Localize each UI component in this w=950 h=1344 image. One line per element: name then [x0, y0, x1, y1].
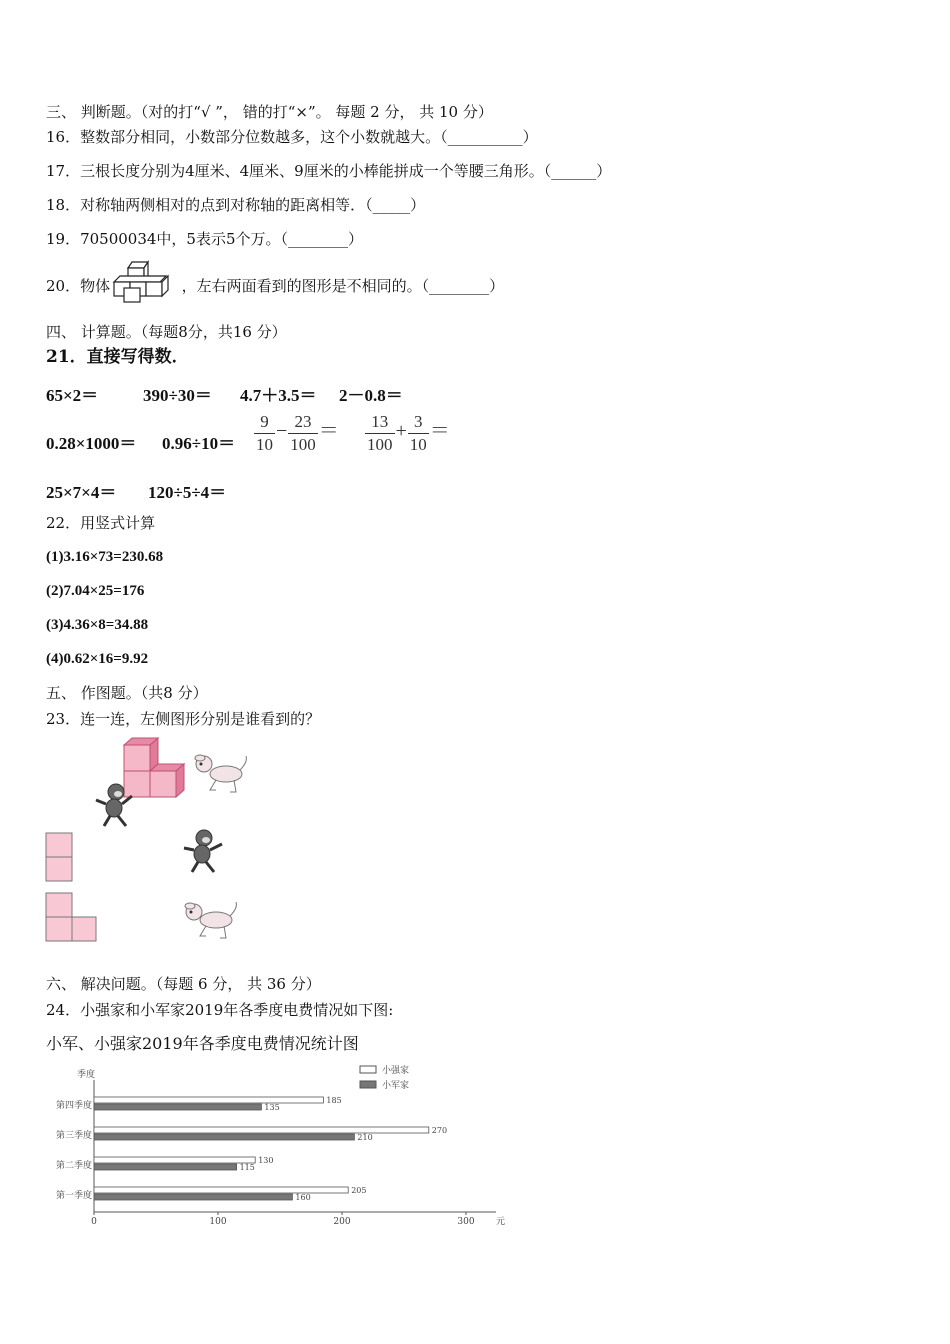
legend-label-xiaoqiang: 小强家 [382, 1066, 410, 1076]
bar-value-label: 205 [351, 1186, 367, 1195]
view-shape-vertical [45, 832, 75, 884]
calc-row1-item2: 390÷30＝ [143, 386, 212, 405]
question-24: 24．小强家和小军家2019年各季度电费情况如下图: [46, 1001, 394, 1019]
monkey-icon [94, 782, 136, 828]
question-19: 19．70500034中，5表示5个万。（________） [46, 230, 364, 248]
chart-title: 小军、小强家2019年各季度电费情况统计图 [46, 1034, 359, 1053]
vertical-calc-2: (2)7.04×25=176 [46, 583, 145, 599]
frac1-num1: 9 [260, 412, 269, 431]
vertical-calc-4: (4)0.62×16=9.92 [46, 651, 149, 667]
x-tick-label: 300 [457, 1217, 475, 1227]
question-17: 17．三根长度分别为4厘米、4厘米、9厘米的小棒能拼成一个等腰三角形。（______） [46, 162, 612, 180]
legend-label-xiaojun: 小军家 [382, 1081, 410, 1091]
category-label: 第二季度 [55, 1161, 92, 1171]
calc-row3-item1: 25×7×4＝ [46, 483, 117, 502]
section3-heading: 三、 判断题。（对的打“√ ”， 错的打“×”。 每题 2 分， 共 10 分） [46, 103, 493, 121]
x-tick-label: 200 [333, 1217, 351, 1227]
cube-object-illustration [110, 260, 180, 306]
frac1-den1: 10 [256, 435, 273, 454]
frac1-num2: 23 [294, 412, 312, 431]
x-tick-label: 100 [209, 1217, 227, 1227]
y-axis-label: 季度 [76, 1070, 96, 1080]
calc-row1-item4: 2－0.8＝ [339, 386, 403, 405]
bar-value-label: 135 [264, 1103, 280, 1112]
frac2-operator: + [395, 420, 407, 443]
question-22: 22．用竖式计算 [46, 514, 156, 532]
category-label: 第一季度 [55, 1191, 92, 1201]
category-label: 第四季度 [55, 1101, 92, 1111]
section6-heading: 六、 解决问题。（每题 6 分， 共 36 分） [46, 975, 321, 993]
calc-row3-item2: 120÷5÷4＝ [148, 483, 227, 502]
legend-swatch-xiaojun [360, 1081, 376, 1088]
calc-row1-item1: 65×2＝ [46, 386, 99, 405]
fraction-expression-2 [365, 411, 451, 456]
question-16: 16．整数部分相同，小数部分位数越多，这个小数就越大。（__________） [46, 128, 538, 146]
calc-row2-item2: 0.96÷10＝ [162, 434, 236, 453]
question-20-prefix: 20．物体 [46, 277, 111, 295]
x-tick-label: 0 [91, 1217, 97, 1227]
bar-value-label: 210 [357, 1133, 373, 1142]
bar-xiaojun [94, 1164, 237, 1170]
frac2-num1: 13 [371, 412, 389, 431]
calc-row1-item3: 4.7＋3.5＝ [240, 386, 317, 405]
frac1-equals: ＝ [318, 420, 339, 443]
frac2-equals: ＝ [429, 420, 450, 443]
question-23: 23．连一连，左侧图形分别是谁看到的？ [46, 710, 321, 728]
bar-value-label: 160 [295, 1193, 311, 1202]
dog-icon [180, 898, 242, 942]
x-axis-unit: 元 [496, 1217, 506, 1227]
bar-value-label: 185 [326, 1096, 342, 1105]
question-21: 21．直接写得数． [46, 347, 189, 367]
vertical-calc-3: (3)4.36×8=34.88 [46, 617, 149, 633]
question-18: 18．对称轴两侧相对的点到对称轴的距离相等．（_____） [46, 196, 426, 214]
bar-xiaoqiang [94, 1157, 255, 1163]
frac2-den1: 100 [367, 435, 393, 454]
bar-xiaojun [94, 1194, 292, 1200]
bar-xiaoqiang [94, 1097, 323, 1103]
calc-row2-item1: 0.28×1000＝ [46, 434, 137, 453]
bar-value-label: 115 [239, 1163, 255, 1172]
legend-swatch-xiaoqiang [360, 1066, 376, 1073]
bar-value-label: 130 [258, 1156, 274, 1165]
electricity-bar-chart [40, 1062, 510, 1232]
bar-xiaojun [94, 1134, 354, 1140]
view-shape-l [45, 892, 99, 944]
section4-heading: 四、 计算题。（每题8分，共16 分） [46, 323, 287, 341]
frac1-operator: − [276, 420, 288, 443]
frac2-den2: 10 [409, 435, 427, 454]
frac1-den2: 100 [290, 435, 316, 454]
frac2-num2: 3 [414, 412, 423, 431]
question-20-suffix: ，左右两面看到的图形是不相同的。（________） [181, 277, 505, 295]
vertical-calc-1: (1)3.16×73=230.68 [46, 549, 164, 565]
dog-icon [190, 752, 250, 796]
section5-heading: 五、 作图题。（共8 分） [46, 684, 208, 702]
fraction-expression-1 [254, 411, 340, 456]
bar-value-label: 270 [431, 1126, 448, 1135]
bar-xiaoqiang [94, 1127, 429, 1133]
category-label: 第三季度 [55, 1131, 92, 1141]
bar-xiaojun [94, 1104, 261, 1110]
monkey-icon [182, 828, 226, 874]
